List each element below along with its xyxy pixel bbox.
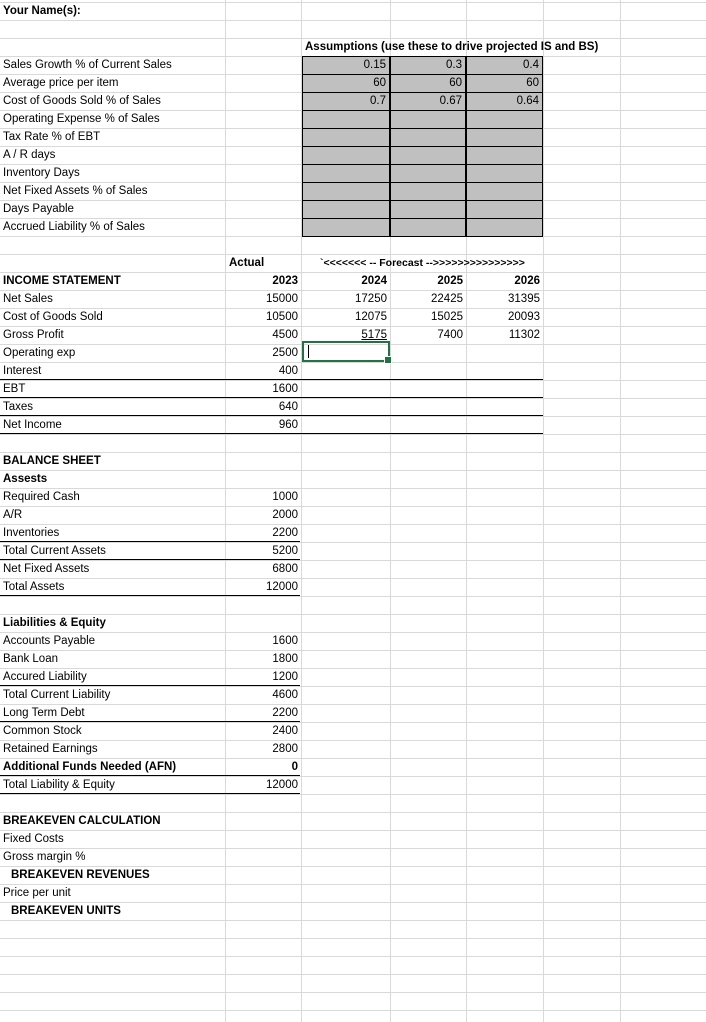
income-statement-title[interactable]: INCOME STATEMENT [3, 275, 121, 287]
liability-row-label[interactable]: Retained Earnings [3, 743, 98, 755]
asset-row-value[interactable]: 6800 [272, 563, 298, 575]
assumption-value: 0.67 [439, 95, 462, 107]
row-border [0, 415, 543, 416]
income-row-value[interactable]: 640 [278, 401, 298, 413]
assumption-input-cell[interactable] [466, 74, 543, 93]
row-border [0, 721, 300, 722]
assumption-label[interactable]: Operating Expense % of Sales [3, 113, 160, 125]
row-border [0, 685, 300, 686]
row-border [0, 433, 543, 434]
assumption-input-cell[interactable] [466, 110, 543, 129]
income-row-value[interactable]: 22425 [431, 293, 463, 305]
assumption-label[interactable]: Accrued Liability % of Sales [3, 221, 145, 233]
year-2026[interactable]: 2026 [514, 275, 540, 287]
assumption-input-cell[interactable] [390, 110, 466, 129]
liability-row-label[interactable]: Long Term Debt [3, 707, 85, 719]
assumption-input-cell[interactable] [390, 74, 466, 93]
income-row-value[interactable]: 12075 [355, 311, 387, 323]
assumption-label[interactable]: Net Fixed Assets % of Sales [3, 185, 148, 197]
liability-row-value[interactable]: 1200 [272, 671, 298, 683]
assumption-value: 0.64 [516, 95, 539, 107]
asset-row-label[interactable]: A/R [3, 509, 23, 521]
asset-row-value[interactable]: 5200 [272, 545, 298, 557]
asset-row-label[interactable]: Required Cash [3, 491, 80, 503]
assumption-input-cell[interactable] [302, 92, 390, 111]
assumption-input-cell[interactable] [390, 128, 466, 147]
row-border [0, 379, 543, 380]
liability-row-value[interactable]: 2800 [272, 743, 298, 755]
row-border [0, 595, 300, 596]
assumption-input-cell[interactable] [390, 218, 466, 237]
assumption-value: 60 [449, 77, 462, 89]
income-row-value[interactable]: 4500 [272, 329, 298, 341]
asset-row-label[interactable]: Inventories [3, 527, 60, 539]
liability-row-value[interactable]: 4600 [272, 689, 298, 701]
asset-row-label[interactable]: Total Assets [3, 581, 65, 593]
actual-label[interactable]: Actual [229, 257, 265, 269]
assumption-input-cell[interactable] [390, 182, 466, 201]
year-2024[interactable]: 2024 [361, 275, 387, 287]
assumption-label[interactable]: Average price per item [3, 77, 119, 89]
fixed-costs-label[interactable]: Fixed Costs [3, 833, 64, 845]
assumption-input-cell[interactable] [466, 92, 543, 111]
income-row-label[interactable]: Taxes [3, 401, 34, 413]
assumption-value: 60 [526, 77, 539, 89]
income-row-label[interactable]: Net Sales [3, 293, 53, 305]
liability-row-label[interactable]: Total Current Liability [3, 689, 111, 701]
forecast-label[interactable]: `<<<<<<< -- Forecast -->>>>>>>>>>>>>>> [320, 257, 525, 269]
row-border [0, 793, 300, 794]
liability-row-value[interactable]: 1600 [272, 635, 298, 647]
income-row-value[interactable]: 1600 [272, 383, 298, 395]
income-row-value[interactable]: 10500 [266, 311, 298, 323]
assumption-label[interactable]: A / R days [3, 149, 56, 161]
assumption-input-cell[interactable] [302, 218, 390, 237]
breakeven-units-label[interactable]: BREAKEVEN UNITS [11, 905, 121, 917]
income-row-value[interactable]: 5175 [361, 329, 387, 341]
income-row-label[interactable]: Cost of Goods Sold [3, 311, 103, 323]
assumption-input-cell[interactable] [390, 146, 466, 165]
assumption-input-cell[interactable] [466, 128, 543, 147]
asset-row-label[interactable]: Total Current Assets [3, 545, 106, 557]
row-border [0, 397, 543, 398]
income-row-value[interactable]: 960 [278, 419, 298, 431]
income-row-value[interactable]: 2500 [272, 347, 298, 359]
year-2025[interactable]: 2025 [437, 275, 463, 287]
assumptions-title[interactable]: Assumptions (use these to drive projected IS and BS) [305, 41, 599, 53]
assumption-value: 0.4 [523, 59, 539, 71]
assumption-input-cell[interactable] [302, 74, 390, 93]
income-row-value[interactable]: 17250 [355, 293, 387, 305]
assumption-input-cell[interactable] [390, 164, 466, 183]
liability-row-label[interactable]: Additional Funds Needed (AFN) [3, 761, 177, 773]
assumption-input-cell[interactable] [466, 146, 543, 165]
assumption-value: 0.3 [446, 59, 462, 71]
asset-row-value[interactable]: 2000 [272, 509, 298, 521]
breakeven-title[interactable]: BREAKEVEN CALCULATION [3, 815, 161, 827]
assumption-input-cell[interactable] [302, 146, 390, 165]
income-row-value[interactable]: 15000 [266, 293, 298, 305]
income-row-label[interactable]: Interest [3, 365, 42, 377]
income-row-value[interactable]: 11302 [508, 329, 540, 341]
asset-row-value[interactable]: 1000 [272, 491, 298, 503]
row-border [0, 775, 300, 776]
assumption-input-cell[interactable] [302, 128, 390, 147]
assumption-input-cell[interactable] [302, 164, 390, 183]
year-2023[interactable]: 2023 [272, 275, 298, 287]
income-row-value[interactable]: 31395 [508, 293, 540, 305]
assumption-input-cell[interactable] [466, 56, 543, 75]
balance-sheet-title[interactable]: BALANCE SHEET [3, 455, 101, 467]
income-row-label[interactable]: Operating exp [3, 347, 76, 359]
assumption-label[interactable]: Cost of Goods Sold % of Sales [3, 95, 161, 107]
text-cursor [308, 345, 309, 358]
assumption-value: 0.7 [370, 95, 386, 107]
your-names-label[interactable]: Your Name(s): [3, 5, 81, 17]
income-row-value[interactable]: 400 [278, 365, 298, 377]
row-border [0, 559, 300, 560]
assumption-input-cell[interactable] [390, 56, 466, 75]
liability-row-label[interactable]: Common Stock [3, 725, 82, 737]
assumption-label[interactable]: Sales Growth % of Current Sales [3, 59, 172, 71]
assumption-input-cell[interactable] [302, 200, 390, 219]
assumption-label[interactable]: Inventory Days [3, 167, 80, 179]
liability-row-value[interactable]: 2200 [272, 707, 298, 719]
income-row-label[interactable]: Net Income [3, 419, 62, 431]
asset-row-value[interactable]: 12000 [266, 581, 298, 593]
assumption-value: 0.15 [363, 59, 386, 71]
assumption-input-cell[interactable] [466, 200, 543, 219]
assumption-input-cell[interactable] [390, 200, 466, 219]
assumption-input-cell[interactable] [466, 218, 543, 237]
row-border [0, 541, 300, 542]
assumption-input-cell[interactable] [390, 92, 466, 111]
liabilities-title[interactable]: Liabilities & Equity [3, 617, 106, 629]
liability-row-label[interactable]: Accounts Payable [3, 635, 96, 647]
asset-row-value[interactable]: 2200 [272, 527, 298, 539]
liability-row-value[interactable]: 12000 [266, 779, 298, 791]
gross-margin-label[interactable]: Gross margin % [3, 851, 86, 863]
liability-row-value[interactable]: 1800 [272, 653, 298, 665]
active-cell-selection[interactable] [302, 341, 390, 362]
assumption-input-cell[interactable] [302, 56, 390, 75]
liability-row-value[interactable]: 2400 [272, 725, 298, 737]
income-row-label[interactable]: Gross Profit [3, 329, 64, 341]
assumption-input-cell[interactable] [466, 164, 543, 183]
liability-row-label[interactable]: Total Liability & Equity [3, 779, 115, 791]
liability-row-label[interactable]: Accured Liability [3, 671, 87, 683]
assumption-label[interactable]: Days Payable [3, 203, 74, 215]
assumption-value: 60 [373, 77, 386, 89]
income-row-value[interactable]: 15025 [431, 311, 463, 323]
liability-row-value[interactable]: 0 [291, 761, 298, 773]
assumption-input-cell[interactable] [302, 110, 390, 129]
assumption-label[interactable]: Tax Rate % of EBT [3, 131, 101, 143]
assumption-input-cell[interactable] [302, 182, 390, 201]
asset-row-label[interactable]: Net Fixed Assets [3, 563, 90, 575]
breakeven-revenues-label[interactable]: BREAKEVEN REVENUES [11, 869, 150, 881]
assumption-input-cell[interactable] [466, 182, 543, 201]
assets-title[interactable]: Assests [3, 473, 48, 485]
income-row-value[interactable]: 20093 [508, 311, 540, 323]
liability-row-label[interactable]: Bank Loan [3, 653, 58, 665]
price-per-unit-label[interactable]: Price per unit [3, 887, 71, 899]
income-row-label[interactable]: EBT [3, 383, 26, 395]
income-row-value[interactable]: 7400 [437, 329, 463, 341]
fill-handle[interactable] [384, 356, 392, 364]
